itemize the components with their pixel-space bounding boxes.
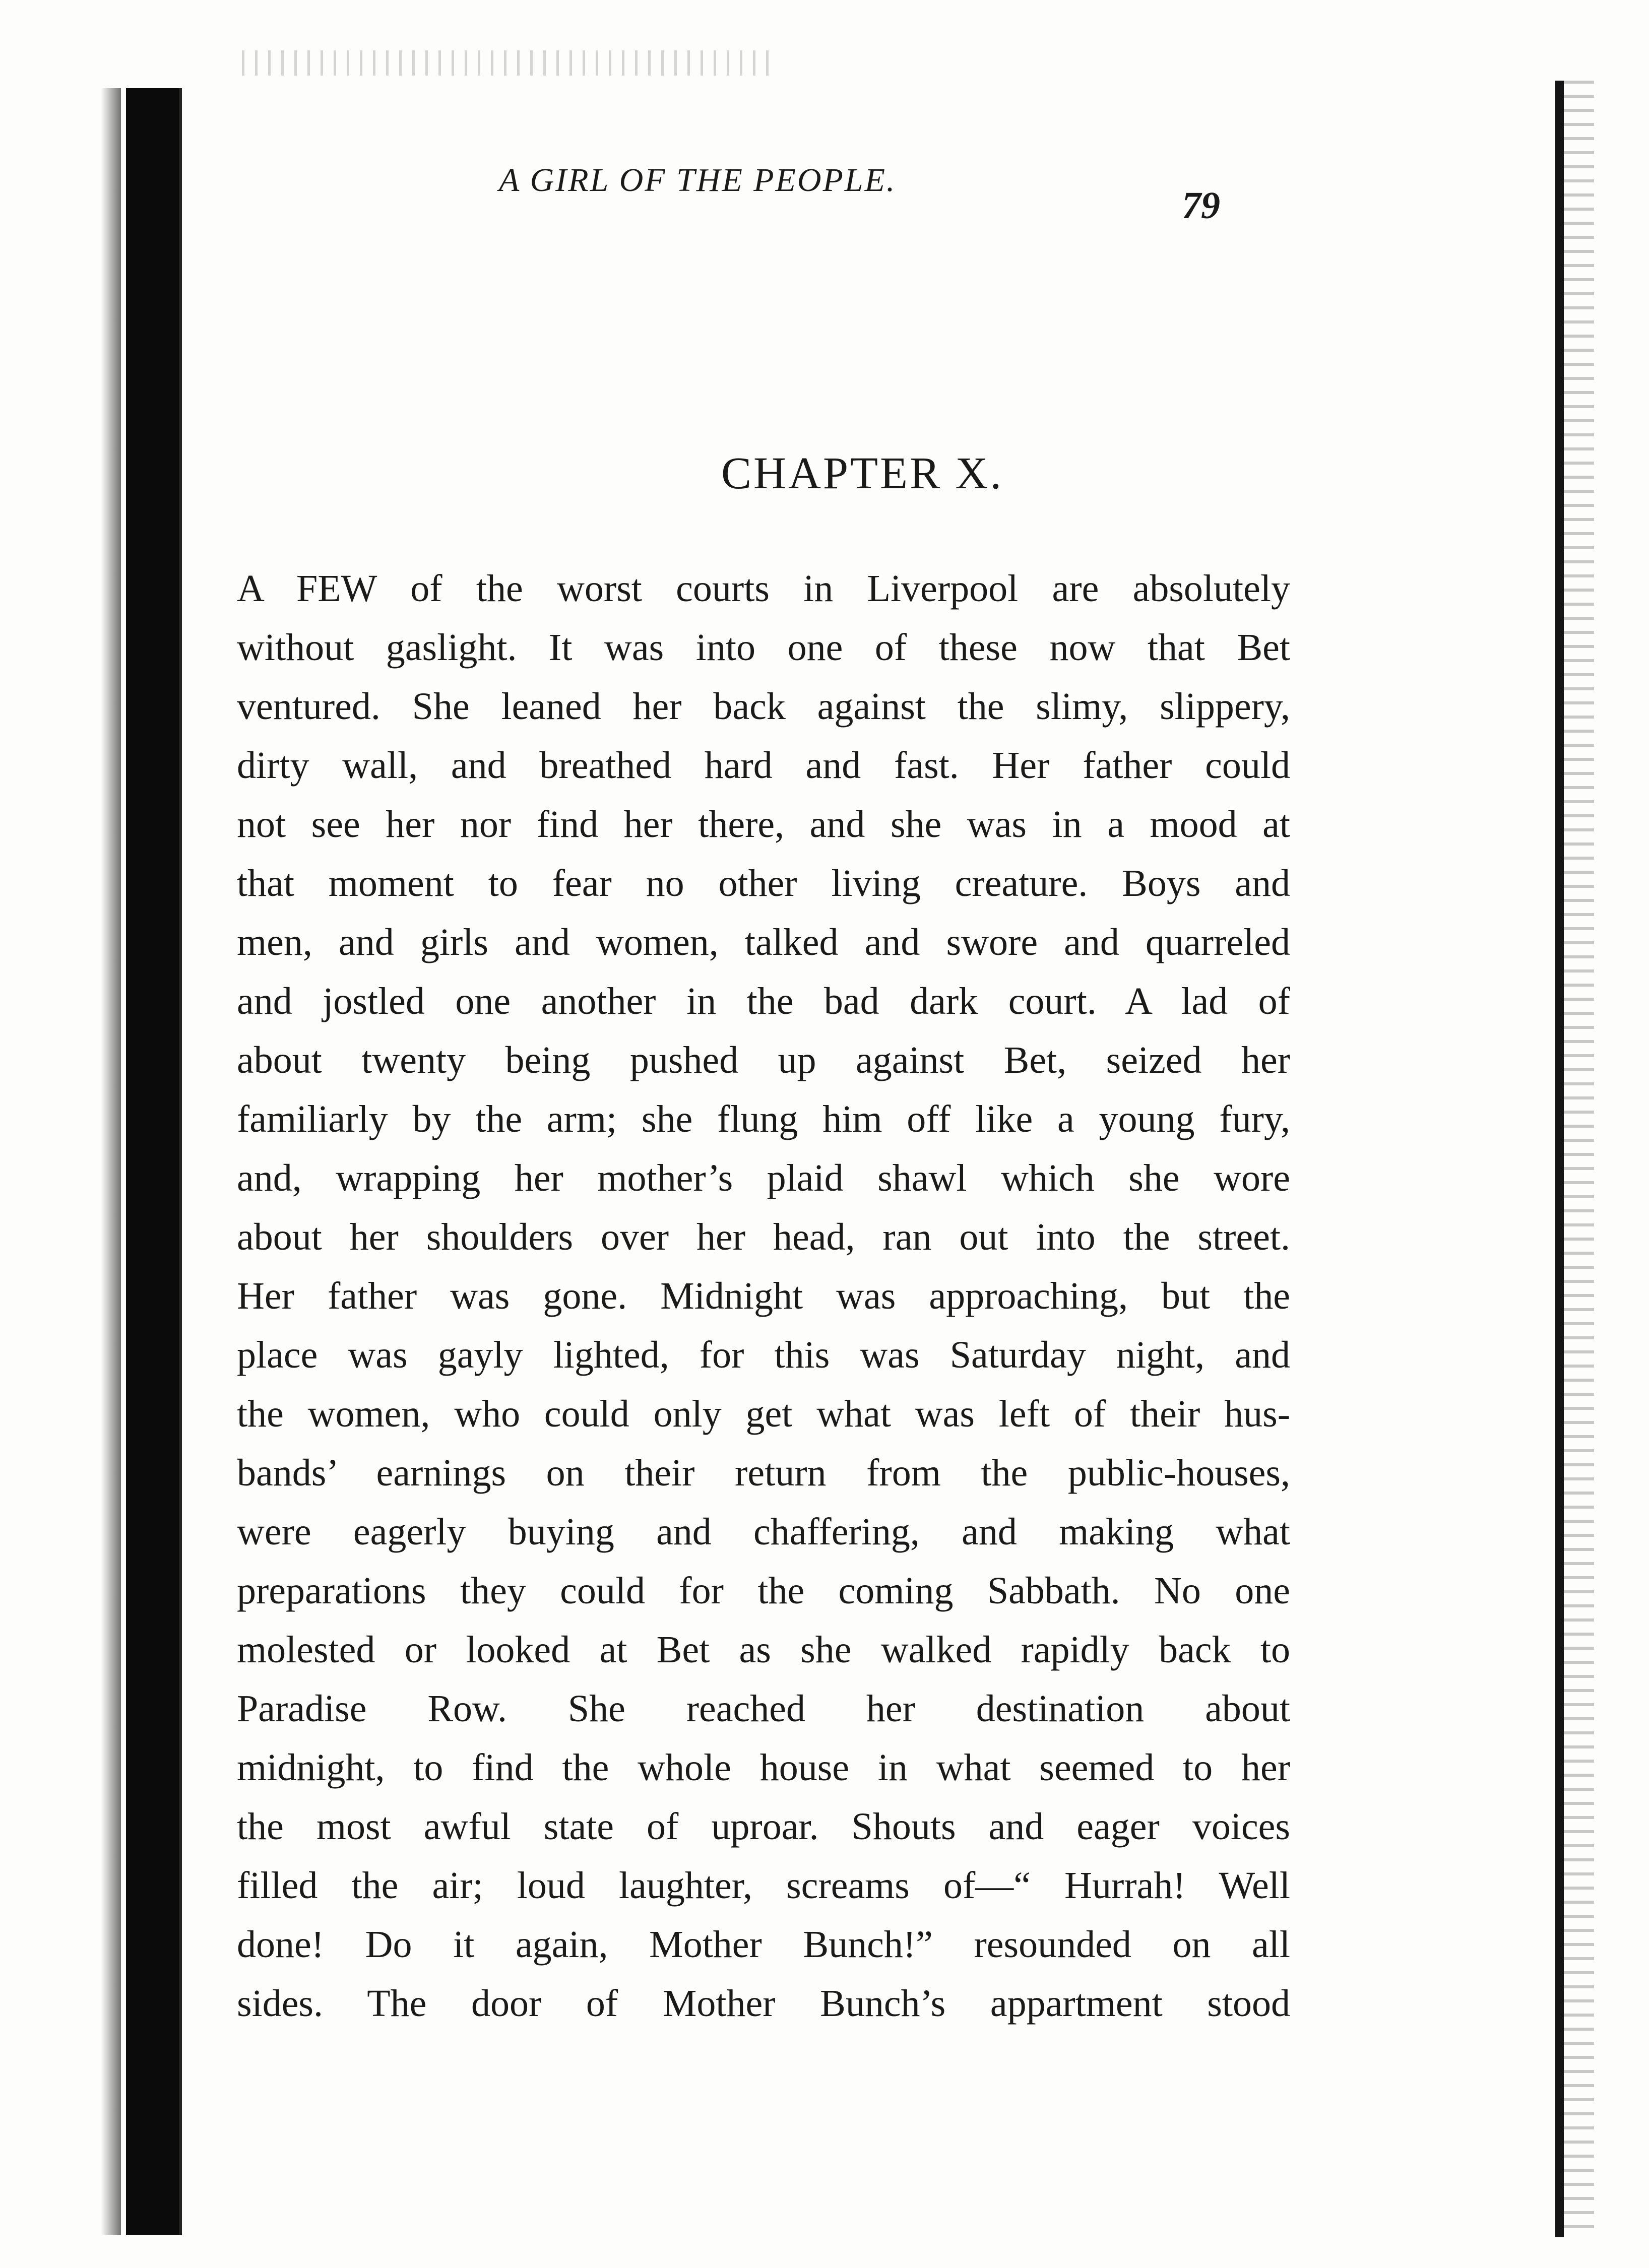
- text-line: preparations they could for the coming Sabbath. No one: [237, 1570, 1290, 1612]
- text-line: bands’ earnings on their return from the public-houses,: [237, 1452, 1290, 1494]
- text-line: were eagerly buying and chaffering, and making what: [237, 1511, 1290, 1553]
- text-line: familiarly by the arm; she flung him off like a young fury,: [237, 1098, 1290, 1140]
- text-line: about her shoulders over her head, ran out into the street.: [237, 1216, 1290, 1258]
- text-line: A FEW of the worst courts in Liverpool are absolutely: [237, 567, 1290, 610]
- text-line: place was gayly lighted, for this was Saturday night, and: [237, 1334, 1290, 1376]
- text-line: without gaslight. It was into one of these now that Bet: [237, 626, 1290, 669]
- text-line: that moment to fear no other living creature. Boys and: [237, 862, 1290, 904]
- running-head: A GIRL OF THE PEOPLE.: [499, 162, 897, 199]
- page-edge-texture: [1564, 81, 1594, 2237]
- chapter-title: CHAPTER X.: [721, 448, 1004, 498]
- text-line: not see her nor find her there, and she was in a mood at: [237, 803, 1290, 846]
- page-number: 79: [1182, 184, 1220, 227]
- text-line: midnight, to find the whole house in what seemed to her: [237, 1746, 1290, 1789]
- text-line: ventured. She leaned her back against the slimy, slippery,: [237, 685, 1290, 728]
- text-line: Her father was gone. Midnight was approaching, but the: [237, 1275, 1290, 1317]
- text-line: filled the air; loud laughter, screams of—“ Hurrah! Well: [237, 1864, 1290, 1907]
- text-line: done! Do it again, Mother Bunch!” resounded on all: [237, 1923, 1290, 1966]
- text-line: sides. The door of Mother Bunch’s appartment stood: [237, 1982, 1290, 2025]
- text-line: men, and girls and women, talked and swore and quarreled: [237, 921, 1290, 963]
- text-line: Paradise Row. She reached her destination about: [237, 1688, 1290, 1730]
- scan-speckle: [242, 50, 771, 76]
- scan-gutter-shadow: [101, 88, 121, 2235]
- scan-gutter: [126, 88, 182, 2235]
- page-edge-right: [1555, 81, 1564, 2237]
- body-text: [237, 559, 1290, 2033]
- text-line: dirty wall, and breathed hard and fast. Her father could: [237, 744, 1290, 787]
- text-line: and jostled one another in the bad dark court. A lad of: [237, 980, 1290, 1022]
- text-line: the most awful state of uproar. Shouts and eager voices: [237, 1805, 1290, 1848]
- text-line: the women, who could only get what was left of their hus-: [237, 1393, 1290, 1435]
- text-line: and, wrapping her mother’s plaid shawl which she wore: [237, 1157, 1290, 1199]
- text-line: molested or looked at Bet as she walked rapidly back to: [237, 1629, 1290, 1671]
- text-line: about twenty being pushed up against Bet, seized her: [237, 1039, 1290, 1081]
